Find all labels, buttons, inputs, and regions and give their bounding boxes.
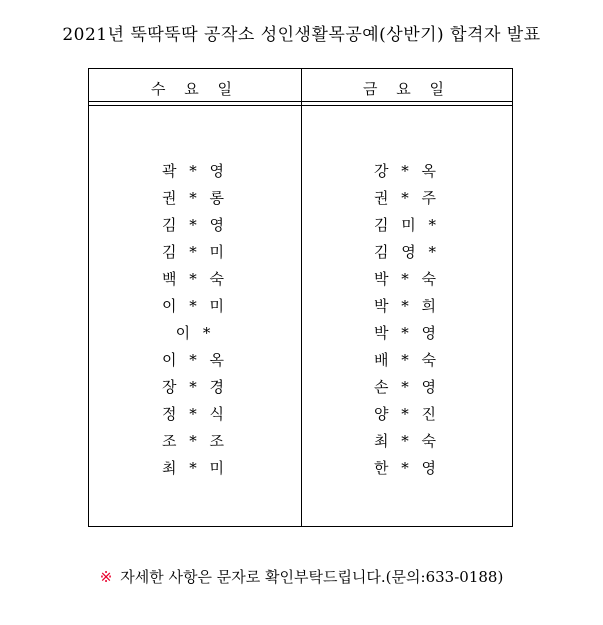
reference-mark-icon: ※ [99, 568, 113, 586]
list-item: 백 * 숙 [161, 270, 229, 288]
friday-column-header: 금 요 일 [362, 80, 451, 98]
list-item: 이 * 옥 [161, 351, 229, 369]
header-double-rule [89, 101, 512, 106]
wednesday-name-list [89, 158, 301, 482]
list-item: 이 * 미 [161, 297, 229, 315]
list-item: 양 * 진 [373, 405, 441, 423]
list-item: 김 * 미 [161, 243, 229, 261]
footer-text: 자세한 사항은 문자로 확인부탁드립니다.(문의:633-0188) [120, 568, 504, 586]
list-item: 박 * 영 [373, 324, 441, 342]
list-item: 한 * 영 [373, 459, 441, 477]
list-item: 조 * 조 [161, 432, 229, 450]
list-item: 김 영 * [373, 243, 441, 261]
footer-note [0, 566, 603, 587]
list-item: 장 * 경 [161, 378, 229, 396]
list-item: 권 * 주 [373, 189, 441, 207]
page-title: 2021년 뚝딱뚝딱 공작소 성인생활목공예(상반기) 합격자 발표 [62, 25, 541, 45]
list-item: 권 * 롱 [161, 189, 229, 207]
wednesday-column-header: 수 요 일 [150, 80, 239, 98]
list-item: 정 * 식 [161, 405, 229, 423]
list-item: 박 * 숙 [373, 270, 441, 288]
list-item: 김 미 * [373, 216, 441, 234]
list-item: 곽 * 영 [161, 162, 229, 180]
list-item: 강 * 옥 [373, 162, 441, 180]
list-item: 최 * 숙 [373, 432, 441, 450]
results-table [88, 68, 513, 527]
list-item: 박 * 희 [373, 297, 441, 315]
list-item: 배 * 숙 [373, 351, 441, 369]
list-item: 손 * 영 [373, 378, 441, 396]
friday-name-list [301, 158, 513, 482]
list-item: 최 * 미 [161, 459, 229, 477]
list-item: 김 * 영 [161, 216, 229, 234]
list-item: 이 * [175, 324, 215, 342]
